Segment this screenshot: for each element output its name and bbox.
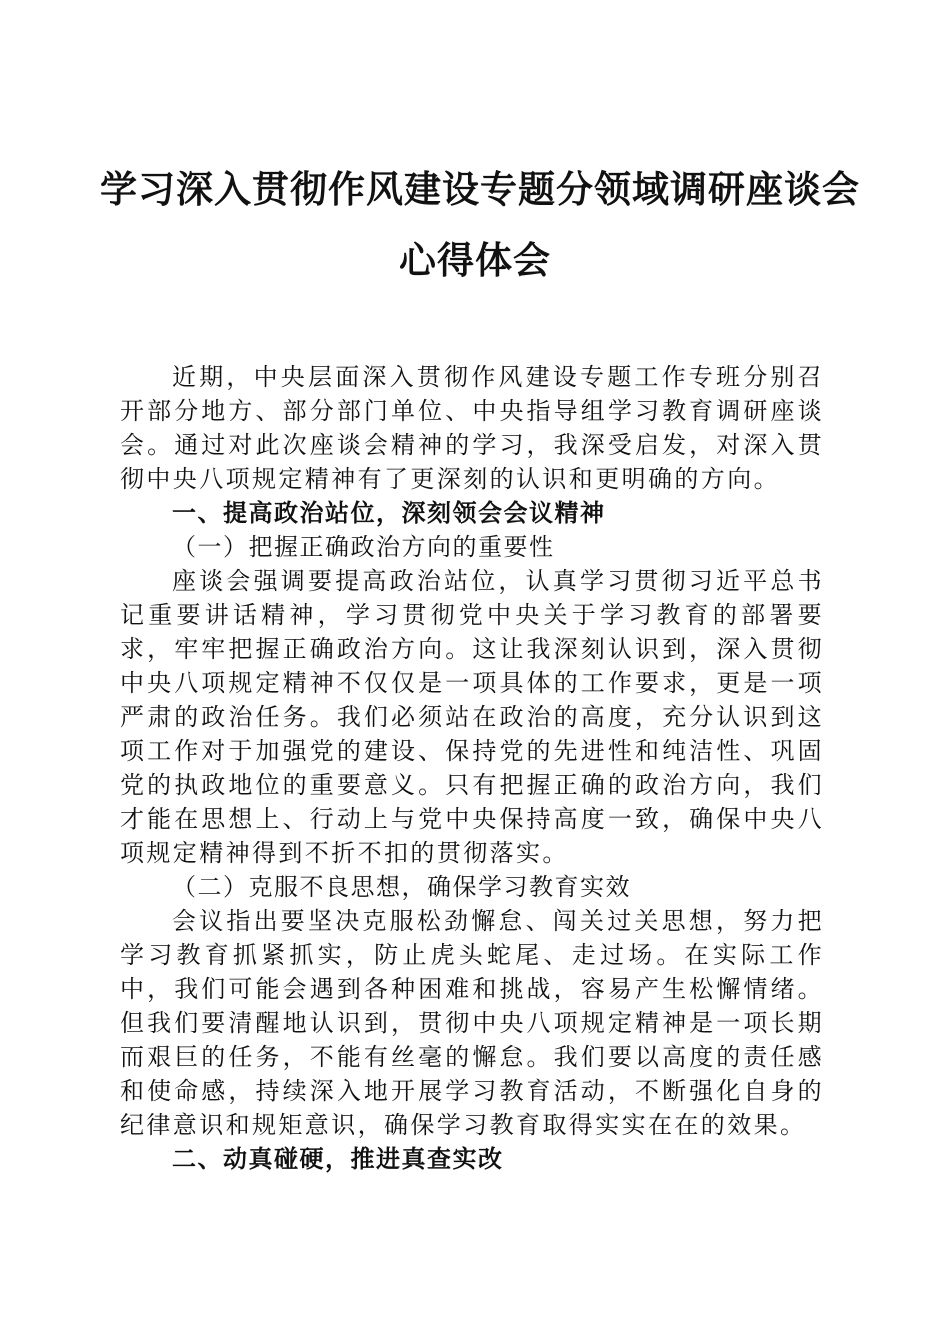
section-2-heading: 二、动真碰硬，推进真查实改	[172, 1145, 504, 1173]
document-title-line-2: 心得体会	[399, 239, 551, 282]
intro-paragraph: 近期，中央层面深入贯彻作风建设专题工作专班分别召开部分地方、部分部门单位、中央指导组学习教育调研座谈会。通过对此次座谈会精神的学习，我深受启发，对深入贯彻中央八项规定精神有了更深刻的认识和更明确的方向。	[120, 363, 824, 493]
section-1-sub-2-heading: （二）克服不良思想，确保学习教育实效	[172, 873, 631, 901]
section-1-sub-2-paragraph: 会议指出要坚决克服松劲懈怠、闯关过关思想，努力把学习教育抓紧抓实，防止虎头蛇尾、走过场。在实际工作中，我们可能会遇到各种困难和挑战，容易产生松懈情绪。但我们要清醒地认识到，贯彻中央八项规定精神是一项长期而艰巨的任务，不能有丝毫的懈怠。我们要以高度的责任感和使命感，持续深入地开展学习教育活动，不断强化自身的纪律意识和规矩意识，确保学习教育取得实实在在的效果。	[120, 907, 824, 1139]
section-1-sub-1-heading: （一）把握正确政治方向的重要性	[172, 533, 555, 561]
section-1-heading: 一、提高政治站位，深刻领会会议精神	[172, 499, 606, 527]
section-1-sub-1-paragraph: 座谈会强调要提高政治站位，认真学习贯彻习近平总书记重要讲话精神，学习贯彻党中央关于学习教育的部署要求，牢牢把握正确政治方向。这让我深刻认识到，深入贯彻中央八项规定精神不仅仅是一项具体的工作要求，更是一项严肃的政治任务。我们必须站在政治的高度，充分认识到这项工作对于加强党的建设、保持党的先进性和纯洁性、巩固党的执政地位的重要意义。只有把握正确的政治方向，我们才能在思想上、行动上与党中央保持高度一致，确保中央八项规定精神得到不折不扣的贯彻落实。	[120, 567, 824, 867]
document-title-line-1: 学习深入贯彻作风建设专题分领域调研座谈会	[100, 168, 860, 211]
document-body	[120, 360, 824, 1176]
